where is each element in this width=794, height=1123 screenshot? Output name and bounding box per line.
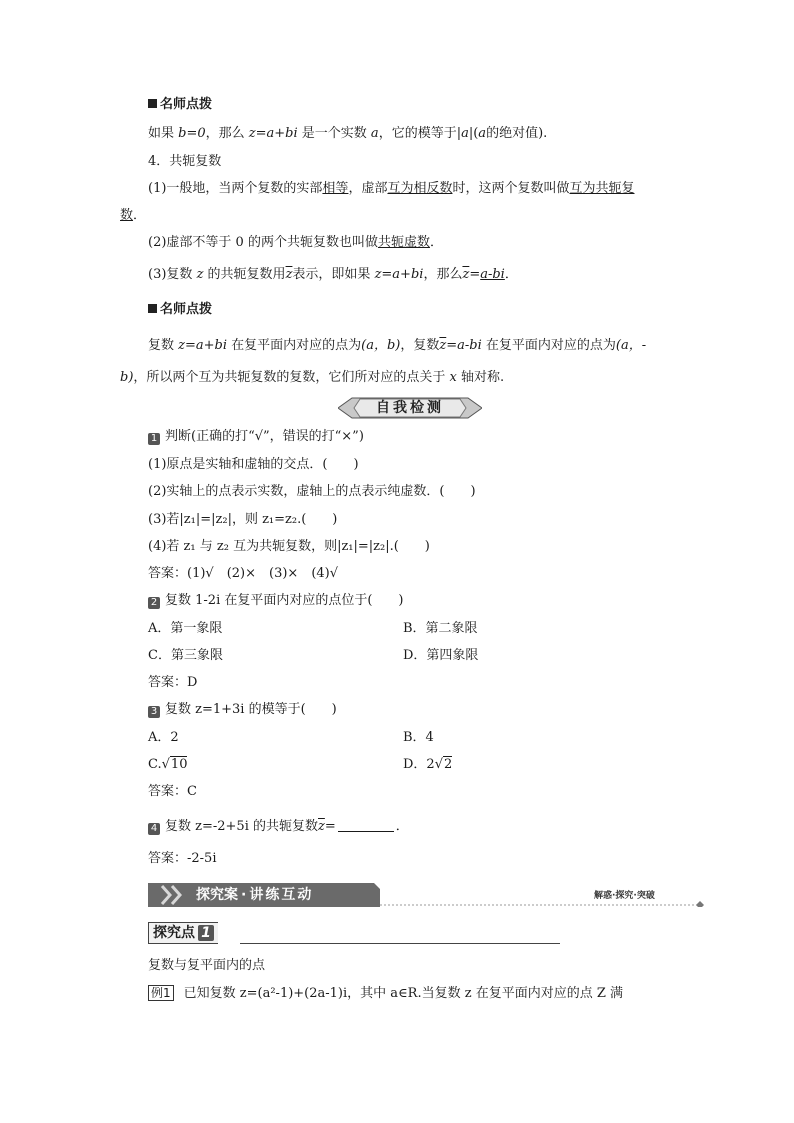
q1-answer: 答案：(1)√ (2)× (3)× (4)√ <box>148 566 339 581</box>
answer-blank <box>338 818 394 832</box>
explore-point-header <box>148 922 708 944</box>
section-4-title: 4．共轭复数 <box>148 154 222 169</box>
question-number-icon: 2 <box>148 597 160 609</box>
q2-stem: 2 复数 1-2i 在复平面内对应的点位于( ) <box>148 592 404 610</box>
explore-point-title: 复数与复平面内的点 <box>148 958 266 973</box>
q3-answer: 答案：C <box>148 784 197 799</box>
explore-banner-title: 探究案 · 讲练互动 <box>196 887 314 903</box>
para-1-line-2: 数． <box>120 208 147 223</box>
example-1: 例1 已知复数 z=(a²-1)+(2a-1)i，其中 a∈R.当复数 z 在复平面内对应的点 Z 满 <box>148 985 623 1003</box>
tip-text-2-line-1: 复数 z=a+bi 在复平面内对应的点为(a，b)，复数$\overline{z}=a-bi$ 在复平面内对应的点为(a，- <box>148 338 647 353</box>
q3-option-a: A．2 <box>148 730 179 745</box>
tip-text-1: 如果 b=0，那么 z=a+bi 是一个实数 a，它的模等于|a|(a的绝对值). <box>148 126 548 141</box>
q3-option-b: B．4 <box>403 730 434 745</box>
self-check-title: 自我检测 <box>376 400 444 416</box>
q1-item: (2)实轴上的点表示实数，虚轴上的点表示纯虚数．( ) <box>148 484 476 499</box>
q1-item: (4)若 z₁ 与 z₂ 互为共轭复数，则|z₁|=|z₂|.( ) <box>148 539 430 554</box>
question-number-icon: 4 <box>148 823 160 835</box>
point-underline <box>240 943 560 944</box>
para-3: (3)复数 z 的共轭复数用$\overline{z}$表示，即如果 z=a+bi，那么$\overline{z}=a-bi$． <box>148 267 518 282</box>
q2-option-c: C．第三象限 <box>148 648 223 663</box>
tip-heading-2: 名师点拨 <box>148 301 212 319</box>
explore-right-tag: 解惑·探究·突破 <box>594 891 655 901</box>
q1-item: (1)原点是实轴和虚轴的交点．( ) <box>148 457 359 472</box>
q1-stem: 1 判断(正确的打“√”，错误的打“×”) <box>148 428 364 446</box>
q4-stem: 4 复数 z=-2+5i 的共轭复数$\overline{z}=$ ． <box>148 818 409 836</box>
question-number-icon: 1 <box>148 433 160 445</box>
q3-stem: 3 复数 z=1+3i 的模等于( ) <box>148 701 337 719</box>
para-1-line-1: (1)一般地，当两个复数的实部相等，虚部互为相反数时，这两个复数叫做互为共轭复 <box>148 181 635 196</box>
explore-point-label: 探究点 1 <box>148 922 218 944</box>
q2-answer: 答案：D <box>148 675 198 690</box>
q3-option-c: C.√10 <box>148 757 188 772</box>
q2-option-a: A．第一象限 <box>148 621 223 636</box>
explore-banner <box>148 883 708 907</box>
self-check-banner <box>338 397 482 419</box>
square-bullet-icon <box>148 99 157 108</box>
square-bullet-icon <box>148 304 157 313</box>
example-label: 例1 <box>148 985 174 1001</box>
q2-option-d: D．第四象限 <box>403 648 479 663</box>
point-number-badge: 1 <box>198 925 214 941</box>
question-number-icon: 3 <box>148 706 160 718</box>
tip-heading-1: 名师点拨 <box>148 96 212 114</box>
para-2: (2)虚部不等于 0 的两个共轭复数也叫做共轭虚数． <box>148 235 443 250</box>
sqrt-icon: √ <box>434 757 443 772</box>
q2-option-b: B．第二象限 <box>403 621 478 636</box>
sqrt-icon: √ <box>161 757 170 772</box>
q1-item: (3)若|z₁|=|z₂|，则 z₁=z₂.( ) <box>148 512 338 527</box>
q4-answer: 答案：-2-5i <box>148 851 217 866</box>
q3-option-d: D．2√2 <box>403 757 453 772</box>
tip-text-2-line-2: b)，所以两个互为共轭复数的复数，它们所对应的点关于 x 轴对称. <box>120 370 505 385</box>
